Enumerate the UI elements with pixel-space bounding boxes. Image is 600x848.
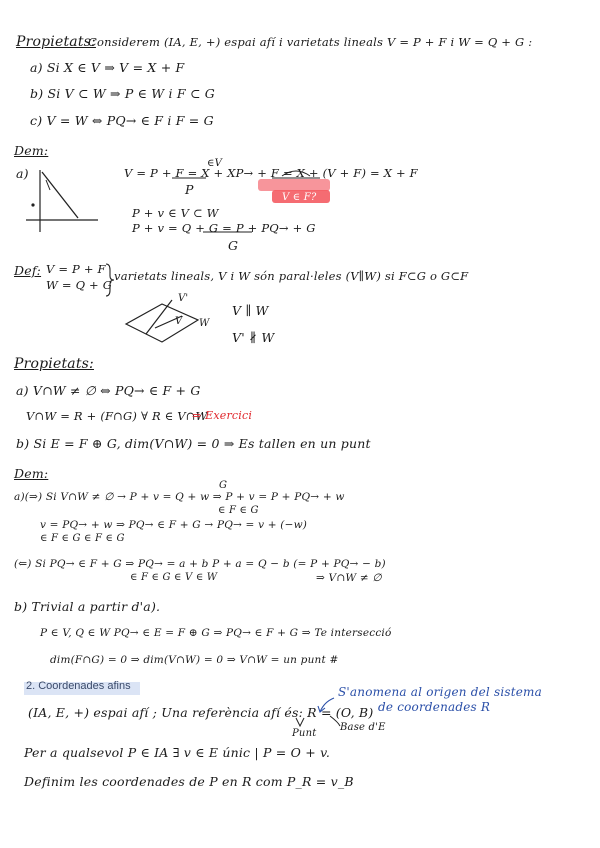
coord-line-3: Definim les coordenades de P en R com P_R = v_B bbox=[24, 774, 354, 789]
dem-heading-1: Dem: bbox=[14, 143, 49, 158]
dem2-b-line-2: dim(F∩G) = 0 ⇒ dim(V∩W) = 0 ⇒ V∩W = un punt # bbox=[50, 654, 339, 666]
dem1-a-equation: V = P + F = X + XP→ + F = X + (V + F) = X + F bbox=[124, 166, 418, 180]
dem-heading-2: Dem: bbox=[14, 466, 49, 481]
origin-note-1: S'anomena al origen del sistema bbox=[338, 685, 542, 699]
dem2-b-line-1: P ∈ V, Q ∈ W PQ→ ∈ E = F ⊕ G ⇒ PQ→ ∈ F + G ⇒ Te intersecció bbox=[40, 627, 392, 639]
origin-note-2: de coordenades R bbox=[378, 700, 491, 714]
dem1-g: G bbox=[228, 238, 239, 253]
propietat-a: a) Si X ∈ V ⇒ V = X + F bbox=[30, 60, 185, 75]
parallel-statement: V ∥ W bbox=[232, 303, 269, 318]
coord-line-2: Per a qualsevol P ∈ IA ∃ v ∈ E únic | P = O + v. bbox=[24, 745, 331, 760]
propietats-heading-1: Propietats: bbox=[16, 34, 96, 50]
diagonal-line bbox=[42, 172, 78, 218]
dem2-line-3-end: ⇒ V∩W ≠ ∅ bbox=[316, 572, 382, 584]
fig-w: W bbox=[199, 318, 210, 329]
exercici-note: ⇒ Exercici bbox=[192, 409, 253, 422]
propietat-c: c) V = W ⇔ PQ→ ∈ F i F = G bbox=[30, 113, 214, 128]
def-heading: Def: bbox=[14, 263, 42, 278]
dem2-b: b) Trivial a partir d'a). bbox=[14, 599, 161, 614]
propietat-b: b) Si V ⊂ W ⇒ P ∈ W i F ⊂ G bbox=[30, 86, 215, 101]
def-text: varietats lineals, V i W són paral·leles (V∥W) si F⊂G o G⊂F bbox=[114, 269, 469, 283]
dem2-line-2: v = PQ→ + w ⇒ PQ→ ∈ F + G → PQ→ = v + (−w) bbox=[40, 519, 308, 531]
dem1-sub-p: P bbox=[185, 182, 194, 197]
propietat2-b: b) Si E = F ⊕ G, dim(V∩W) = 0 ⇒ Es tallen en un punt bbox=[16, 436, 371, 451]
dem2-line-3-ann: ∈ F ∈ G ∈ V ∈ W bbox=[130, 572, 218, 583]
propietats-heading-2: Propietats: bbox=[14, 356, 94, 372]
propietats-intro: Considerem (IA, E, +) espai afí i varietats lineals V = P + F i W = Q + G : bbox=[88, 35, 533, 49]
plane-shape bbox=[126, 304, 198, 342]
dem2-line-2-ann: ∈ F ∈ G ∈ F ∈ G bbox=[40, 533, 125, 544]
coord-line-1: (IA, E, +) espai afí ; Una referència afí és: R = (O, B) bbox=[28, 705, 374, 720]
coord-punt: Punt bbox=[292, 728, 317, 739]
dem1-ev: ∈V bbox=[207, 158, 223, 169]
section-title: 2. Coordenades afins bbox=[26, 680, 131, 692]
dem1-a-label: a) bbox=[16, 166, 29, 181]
dem2-line-1: a)(⇒) Si V∩W ≠ ∅ → P + v = Q + w ⇒ P + v = P + PQ→ + w bbox=[14, 491, 345, 503]
fig-vprime: V' bbox=[178, 293, 189, 304]
propietat2-a: a) V∩W ≠ ∅ ⇔ PQ→ ∈ F + G bbox=[16, 383, 201, 398]
dem1-pv-2: P + v = Q + G = P + PQ→ + G bbox=[132, 221, 316, 235]
dem2-line-1-ann: ∈ F ∈ G bbox=[218, 505, 259, 516]
propietat2-a-detail: V∩W = R + (F∩G) ∀ R ∈ V∩W bbox=[26, 409, 208, 423]
nonparallel-statement: V' ∦ W bbox=[232, 330, 275, 345]
dem2-line-1-g: G bbox=[219, 480, 228, 491]
def-w: W = Q + G bbox=[46, 278, 113, 292]
coord-base: Base d'E bbox=[340, 722, 386, 733]
def-v: V = P + F bbox=[46, 262, 106, 276]
dem2-line-3: (⇐) Si PQ→ ∈ F + G ⇒ PQ→ = a + b P + a = Q − b (= P + PQ→ − b) bbox=[14, 558, 386, 570]
dem1-question: V ∈ F? bbox=[282, 192, 317, 203]
fig-v: V bbox=[175, 316, 183, 327]
point-dot bbox=[31, 203, 34, 206]
dem1-pv-1: P + v ∈ V ⊂ W bbox=[132, 206, 219, 220]
